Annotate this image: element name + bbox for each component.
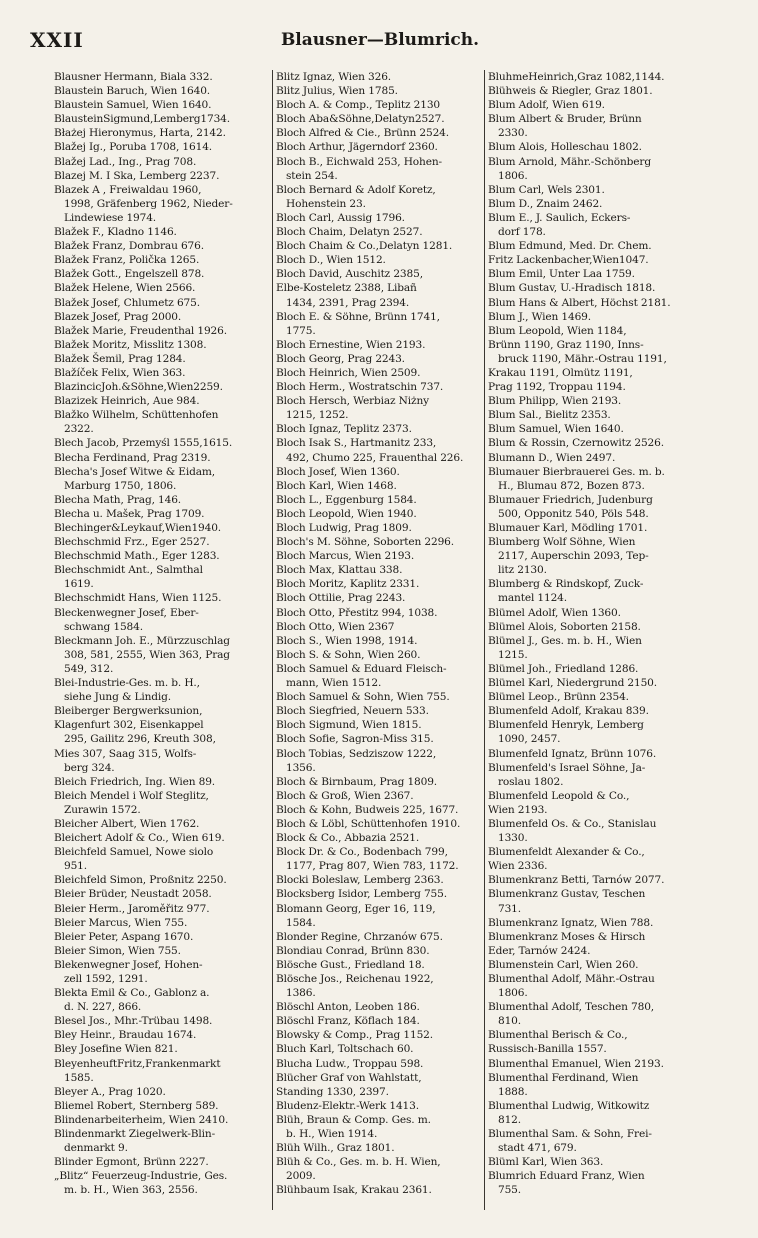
directory-entry: 1434, 2391, Prag 2394. [286, 296, 410, 309]
directory-entry: Bleier Peter, Aspang 1670. [54, 930, 194, 943]
directory-entry: Blech Jacob, Przemyśl 1555,1615. [54, 437, 233, 450]
directory-entry: Elbe-Kosteletz 2388, Libañ [276, 282, 417, 295]
directory-entry: Bloch Moritz, Kaplitz 2331. [276, 578, 420, 591]
directory-entry: Blažíček Felix, Wien 363. [54, 366, 186, 379]
directory-entry: Blažej Ig., Poruba 1708, 1614. [54, 141, 213, 154]
directory-entry: Brünn 1190, Graz 1190, Inns- [488, 338, 644, 351]
directory-entry: 1177, Prag 807, Wien 783, 1172. [286, 860, 459, 873]
directory-entry: Blažek Šemil, Prag 1284. [54, 352, 186, 365]
directory-entry: Blüh & Co., Ges. m. b. H. Wien, [276, 1156, 441, 1169]
directory-entry: 1386. [286, 987, 316, 1000]
directory-entry: Bliemel Robert, Sternberg 589. [54, 1099, 219, 1112]
directory-entry: Bloch Karl, Wien 1468. [276, 479, 397, 492]
directory-entry: 810. [498, 1015, 521, 1028]
directory-entry: Blümel Alois, Soborten 2158. [488, 620, 641, 633]
directory-entry: Błażej Hieronymus, Harta, 2142. [54, 127, 226, 140]
directory-entry: Blondiau Conrad, Brünn 830. [276, 944, 430, 957]
directory-entry: Blumenthal Emanuel, Wien 2193. [488, 1057, 664, 1070]
directory-entry: Bloch A. & Comp., Teplitz 2130 [276, 99, 441, 112]
directory-entry: 1215. [498, 648, 528, 661]
directory-entry: Bloch Carl, Aussig 1796. [276, 211, 405, 224]
directory-entry: Bley Heinr., Braudau 1674. [54, 1029, 197, 1042]
directory-entry: Bloch's M. Söhne, Soborten 2296. [276, 536, 454, 549]
directory-entry: 2322. [64, 423, 94, 436]
directory-entry: Blocki Boleslaw, Lemberg 2363. [276, 874, 444, 887]
directory-entry: Blüh Wilh., Graz 1801. [276, 1142, 395, 1155]
directory-entry: 1584. [286, 916, 316, 929]
directory-entry: Bloch Georg, Prag 2243. [276, 352, 405, 365]
directory-entry: Blei-Industrie-Ges. m. b. H., [54, 677, 200, 690]
directory-entry: Klagenfurt 302, Eisenkappel [54, 719, 204, 732]
directory-entry: 2117, Auperschin 2093, Tep- [498, 550, 649, 563]
directory-entry: Blocksberg Isidor, Lemberg 755. [276, 888, 447, 901]
directory-entry: Block & Co., Abbazia 2521. [276, 832, 420, 845]
directory-entry: Blažek Franz, Dombrau 676. [54, 240, 204, 253]
column-3 [488, 70, 740, 1220]
directory-entry: Bloch S. & Sohn, Wien 260. [276, 648, 421, 661]
directory-entry: 731. [498, 902, 521, 915]
column-divider [272, 70, 273, 1210]
directory-entry: Bludenz-Elektr.-Werk 1413. [276, 1099, 419, 1112]
directory-entry: Blonder Regine, Chrzanów 675. [276, 930, 443, 943]
directory-entry: 2009. [286, 1170, 316, 1183]
directory-entry: 295, Gailitz 296, Kreuth 308, [64, 733, 216, 746]
directory-entry: Blum Samuel, Wien 1640. [488, 423, 624, 436]
directory-entry: Bloch Max, Klattau 338. [276, 564, 403, 577]
directory-entry: Bleckenwegner Josef, Eber- [54, 606, 199, 619]
directory-entry: Wien 2336. [488, 860, 548, 873]
directory-entry: 1998, Gräfenberg 1962, Nieder- [64, 197, 233, 210]
directory-entry: 1090, 2457. [498, 733, 561, 746]
directory-entry: Bloch David, Auschitz 2385, [276, 268, 423, 281]
directory-entry: Blumrich Eduard Franz, Wien [488, 1170, 645, 1183]
directory-entry: Blausner Hermann, Biala 332. [54, 71, 213, 83]
directory-entry: Blaustein Samuel, Wien 1640. [54, 99, 212, 112]
directory-entry: Block Dr. & Co., Bodenbach 799, [276, 846, 448, 859]
directory-entry: Bloch Ernestine, Wien 2193. [276, 338, 426, 351]
column-2 [276, 70, 482, 1220]
directory-columns [54, 70, 740, 1220]
directory-entry: Bluch Karl, Toltschach 60. [276, 1043, 414, 1056]
directory-entry: Blumenkranz Ignatz, Wien 788. [488, 916, 654, 929]
directory-entry: Blum Carl, Wels 2301. [488, 183, 605, 196]
directory-entry: Bleichert Adolf & Co., Wien 619. [54, 832, 225, 845]
column-1 [54, 70, 270, 1220]
directory-entry: Blažek Gott., Engelszell 878. [54, 268, 205, 281]
directory-entry: Standing 1330, 2397. [276, 1085, 389, 1098]
directory-entry: Blucha Ludw., Troppau 598. [276, 1057, 424, 1070]
directory-entry: Blum Edmund, Med. Dr. Chem. [488, 240, 652, 253]
directory-entry: 951. [64, 860, 87, 873]
directory-entry: 1330. [498, 832, 528, 845]
directory-entry: Bloch Herm., Wostratschin 737. [276, 381, 444, 394]
directory-entry: Blumenfeld Adolf, Krakau 839. [488, 705, 649, 718]
directory-entry: Blažek F., Kladno 1146. [54, 226, 177, 239]
directory-entry: Bloch Siegfried, Neuern 533. [276, 705, 429, 718]
directory-entry: Hohenstein 23. [286, 197, 366, 210]
directory-entry: Blümel J., Ges. m. b. H., Wien [488, 634, 642, 647]
directory-entry: Bloch Otto, Wien 2367 [276, 620, 395, 633]
directory-entry: Bloch Chaim & Co.,Delatyn 1281. [276, 240, 453, 253]
directory-entry: Bloch E. & Söhne, Brünn 1741, [276, 310, 440, 323]
directory-entry: BluhmeHeinrich,Graz 1082,1144. [488, 71, 665, 83]
directory-entry: Bloch & Kohn, Budweis 225, 1677. [276, 803, 459, 816]
directory-entry: Mies 307, Saag 315, Wolfs- [54, 747, 197, 760]
directory-entry: mantel 1124. [498, 592, 567, 605]
directory-entry: Blindenarbeiterheim, Wien 2410. [54, 1113, 229, 1126]
directory-entry: Bleichfeld Samuel, Nowe siolo [54, 846, 214, 859]
directory-entry: Blažek Franz, Polička 1265. [54, 254, 200, 267]
directory-entry: Bloch Tobias, Sedziszow 1222, [276, 747, 437, 760]
directory-entry: Bloch Hersch, Werbiaz Niżny [276, 395, 429, 408]
directory-entry: Bloch Sofie, Sagron-Miss 315. [276, 733, 434, 746]
directory-entry: Blumauer Bierbrauerei Ges. m. b. [488, 465, 665, 478]
directory-entry: Blumauer Friedrich, Judenburg [488, 493, 653, 506]
directory-entry: Blekenwegner Josef, Hohen- [54, 958, 203, 971]
directory-entry: Blumenthal Ferdinand, Wien [488, 1071, 639, 1084]
directory-entry: Blažko Wilhelm, Schüttenhofen [54, 409, 219, 422]
directory-entry: Blöschl Franz, Köflach 184. [276, 1015, 420, 1028]
directory-entry: 308, 581, 2555, Wien 363, Prag [64, 648, 230, 661]
directory-entry: Blažek Marie, Freudenthal 1926. [54, 324, 227, 337]
directory-entry: 755. [498, 1184, 521, 1197]
directory-entry: Blumenfeldt Alexander & Co., [488, 846, 645, 859]
directory-entry: Bloch Marcus, Wien 2193. [276, 550, 415, 563]
directory-entry: BleyenheuftFritz,Frankenmarkt [54, 1057, 221, 1070]
running-head: Blausner—Blumrich. [280, 30, 480, 50]
directory-entry: Blindenmarkt Ziegelwerk-Blin- [54, 1128, 216, 1141]
directory-entry: Blecha Math, Prag, 146. [54, 493, 182, 506]
directory-entry: Bloch Ludwig, Prag 1809. [276, 522, 412, 534]
directory-entry: Blazizek Heinrich, Aue 984. [54, 395, 200, 408]
directory-entry: Blum Gustav, U.-Hradisch 1818. [488, 282, 656, 295]
directory-entry: Blumberg & Rindskopf, Zuck- [488, 578, 644, 591]
directory-entry: Blumauer Karl, Mödling 1701. [488, 522, 648, 534]
directory-entry: roslau 1802. [498, 775, 564, 788]
directory-entry: Blekta Emil & Co., Gablonz a. [54, 987, 210, 1000]
directory-entry: Blechschmid Frz., Eger 2527. [54, 536, 210, 549]
directory-entry: Blum J., Wien 1469. [488, 310, 591, 323]
directory-entry: Blösche Gust., Friedland 18. [276, 958, 425, 971]
directory-entry: Bleich Friedrich, Ing. Wien 89. [54, 775, 216, 788]
directory-entry: Blumenfeld's Israel Söhne, Ja- [488, 761, 646, 774]
directory-entry: Blumenfeld Henryk, Lemberg [488, 719, 644, 732]
directory-entry: Blum D., Znaim 2462. [488, 197, 603, 210]
directory-entry: Bloch Isak S., Hartmanitz 233, [276, 437, 437, 450]
directory-entry: schwang 1584. [64, 620, 143, 633]
directory-entry: 1619. [64, 578, 94, 591]
page-number: XXII [30, 28, 84, 52]
directory-entry: 1806. [498, 987, 528, 1000]
directory-entry: Blechschmidt Ant., Salmthal [54, 564, 203, 577]
directory-entry: Blösche Jos., Reichenau 1922, [276, 973, 434, 985]
directory-entry: zell 1592, 1291. [64, 973, 148, 985]
directory-entry: H., Blumau 872, Bozen 873. [498, 479, 645, 492]
directory-entry: Lindewiese 1974. [64, 211, 157, 224]
directory-entry: 1806. [498, 169, 528, 182]
directory-entry: Bloch Leopold, Wien 1940. [276, 507, 417, 520]
directory-entry: BlausteinSigmund,Lemberg1734. [54, 113, 230, 126]
directory-entry: Wien 2193. [488, 803, 548, 816]
directory-entry: Bloch & Groß, Wien 2367. [276, 789, 414, 802]
directory-entry: Bloch Aba&Söhne,Delatyn2527. [276, 113, 445, 126]
directory-entry: Bloch Samuel & Sohn, Wien 755. [276, 691, 450, 704]
directory-entry: Blum Emil, Unter Laa 1759. [488, 268, 635, 281]
directory-entry: Prag 1192, Troppau 1194. [488, 381, 626, 394]
directory-entry: Blumenfeld Os. & Co., Stanislau [488, 817, 657, 830]
directory-entry: Bley Josefine Wien 821. [54, 1043, 178, 1056]
directory-entry: Blechinger&Leykauf,Wien1940. [54, 522, 222, 534]
directory-entry: Blowsky & Comp., Prag 1152. [276, 1029, 433, 1042]
directory-entry: Blum Leopold, Wien 1184, [488, 324, 627, 337]
directory-entry: d. N. 227, 866. [64, 1001, 142, 1014]
directory-entry: Blüml Karl, Wien 363. [488, 1156, 604, 1169]
directory-entry: „Blitz“ Feuerzeug-Industrie, Ges. [54, 1170, 228, 1183]
directory-entry: Blumenthal Adolf, Mähr.-Ostrau [488, 973, 655, 985]
directory-entry: Blazek A , Freiwaldau 1960, [54, 183, 202, 196]
directory-entry: Bleier Simon, Wien 755. [54, 944, 181, 957]
directory-entry: Blecha u. Mašek, Prag 1709. [54, 507, 205, 520]
directory-entry: Blum Alois, Holleschau 1802. [488, 141, 642, 154]
directory-entry: Blum Arnold, Mähr.-Schönberg [488, 155, 651, 168]
directory-entry: Blöschl Anton, Leoben 186. [276, 1001, 420, 1014]
directory-entry: Blum E., J. Saulich, Eckers- [488, 211, 631, 224]
directory-entry: Blinder Egmont, Brünn 2227. [54, 1156, 209, 1169]
directory-entry: Blitz Julius, Wien 1785. [276, 85, 398, 98]
directory-entry: Blumenfeld Leopold & Co., [488, 789, 630, 802]
directory-entry: Bloch & Birnbaum, Prag 1809. [276, 775, 438, 788]
directory-entry: Bloch Ignaz, Teplitz 2373. [276, 423, 412, 436]
directory-entry: Blumenstein Carl, Wien 260. [488, 958, 639, 971]
directory-entry: BlazincicJoh.&Söhne,Wien2259. [54, 381, 223, 394]
directory-entry: Bloch Bernard & Adolf Koretz, [276, 183, 436, 196]
directory-entry: Bleier Marcus, Wien 755. [54, 916, 188, 929]
directory-entry: Blumann D., Wien 2497. [488, 451, 616, 464]
directory-entry: 500, Opponitz 540, Pöls 548. [498, 507, 649, 520]
directory-entry: Blažek Josef, Chlumetz 675. [54, 296, 200, 309]
directory-entry: Blechschmid Math., Eger 1283. [54, 550, 220, 563]
directory-entry: 1775. [286, 324, 316, 337]
directory-entry: stein 254. [286, 169, 338, 182]
directory-entry: Blechschmidt Hans, Wien 1125. [54, 592, 222, 605]
directory-entry: 2330. [498, 127, 528, 140]
directory-entry: Blazek Josef, Prag 2000. [54, 310, 182, 323]
directory-entry: Blumenfeld Ignatz, Brünn 1076. [488, 747, 657, 760]
directory-entry: Blumenkranz Gustav, Teschen [488, 888, 646, 901]
directory-entry: denmarkt 9. [64, 1142, 128, 1155]
directory-entry: berg 324. [64, 761, 115, 774]
directory-entry: Bloch Sigmund, Wien 1815. [276, 719, 422, 732]
directory-entry: Blumberg Wolf Söhne, Wien [488, 536, 636, 549]
directory-entry: Bleichfeld Simon, Proßnitz 2250. [54, 874, 227, 887]
directory-entry: Bloch & Löbl, Schüttenhofen 1910. [276, 817, 461, 830]
directory-entry: Russisch-Banilla 1557. [488, 1043, 607, 1056]
directory-entry: Blumenthal Berisch & Co., [488, 1029, 628, 1042]
directory-entry: 492, Chumo 225, Frauenthal 226. [286, 451, 464, 464]
directory-entry: siehe Jung & Lindig. [64, 691, 171, 704]
column-divider [484, 70, 485, 1210]
directory-entry: Bloch Heinrich, Wien 2509. [276, 366, 421, 379]
directory-entry: Blümel Leop., Brünn 2354. [488, 691, 629, 704]
directory-entry: 812. [498, 1113, 521, 1126]
directory-entry: bruck 1190, Mähr.-Ostrau 1191, [498, 352, 667, 365]
directory-entry: stadt 471, 679. [498, 1142, 577, 1155]
directory-entry: Blum Adolf, Wien 619. [488, 99, 605, 112]
directory-entry: 549, 312. [64, 662, 114, 675]
directory-entry: Krakau 1191, Olmütz 1191, [488, 366, 633, 379]
directory-entry: 1215, 1252. [286, 409, 349, 422]
directory-entry: Blažek Moritz, Misslitz 1308. [54, 338, 207, 351]
directory-entry: Bloch Alfred & Cie., Brünn 2524. [276, 127, 449, 140]
directory-entry: Blecha's Josef Witwe & Eidam, [54, 465, 215, 478]
directory-entry: Blümel Joh., Friedland 1286. [488, 662, 639, 675]
directory-entry: Blumenthal Sam. & Sohn, Frei- [488, 1128, 652, 1141]
directory-entry: 1585. [64, 1071, 94, 1084]
directory-entry: Bloch L., Eggenburg 1584. [276, 493, 417, 506]
directory-entry: 1356. [286, 761, 316, 774]
directory-entry: Blum Hans & Albert, Höchst 2181. [488, 296, 671, 309]
directory-entry: Bleich Mendel i Wolf Steglitz, [54, 789, 209, 802]
directory-entry: Blesel Jos., Mhr.-Trübau 1498. [54, 1015, 213, 1028]
directory-entry: Blum Philipp, Wien 2193. [488, 395, 622, 408]
directory-entry: Bleicher Albert, Wien 1762. [54, 817, 200, 830]
directory-entry: Blomann Georg, Eger 16, 119, [276, 902, 436, 915]
directory-entry: 1888. [498, 1085, 528, 1098]
directory-entry: litz 2130. [498, 564, 547, 577]
page-header [30, 26, 730, 60]
directory-entry: Blühbaum Isak, Krakau 2361. [276, 1184, 432, 1197]
directory-entry: Blümel Adolf, Wien 1360. [488, 606, 621, 619]
directory-entry: Bloch B., Eichwald 253, Hohen- [276, 155, 442, 168]
directory-entry: Eder, Tarnów 2424. [488, 944, 591, 957]
directory-entry: Blumenthal Ludwig, Witkowitz [488, 1099, 650, 1112]
directory-entry: Blücher Graf von Wahlstatt, [276, 1071, 422, 1084]
directory-entry: Bleier Brüder, Neustadt 2058. [54, 888, 212, 901]
directory-entry: Blum & Rossin, Czernowitz 2526. [488, 437, 664, 450]
directory-entry: Bleier Herm., Jaroměřitz 977. [54, 902, 210, 915]
directory-entry: Bloch Samuel & Eduard Fleisch- [276, 662, 447, 675]
directory-entry: Blum Sal., Bielitz 2353. [488, 409, 611, 422]
directory-entry: dorf 178. [498, 226, 546, 239]
directory-entry: Blühweis & Riegler, Graz 1801. [488, 85, 653, 98]
directory-entry: Bloch S., Wien 1998, 1914. [276, 634, 418, 647]
directory-entry: Blüh, Braun & Comp. Ges. m. [276, 1113, 431, 1126]
directory-entry: Bleckmann Joh. E., Mürzzuschlag [54, 634, 230, 647]
directory-entry: Bloch D., Wien 1512. [276, 254, 386, 267]
directory-entry: Blümel Karl, Niedergrund 2150. [488, 677, 657, 690]
directory-entry: Blažej Lad., Ing., Prag 708. [54, 155, 197, 168]
directory-entry: Blumenthal Adolf, Teschen 780, [488, 1001, 655, 1014]
directory-entry: Bloch Josef, Wien 1360. [276, 465, 400, 478]
directory-entry: Blecha Ferdinand, Prag 2319. [54, 451, 211, 464]
directory-entry: Blažek Helene, Wien 2566. [54, 282, 196, 295]
directory-entry: b. H., Wien 1914. [286, 1128, 378, 1141]
directory-entry: Blazej M. I Ska, Lemberg 2237. [54, 169, 220, 182]
directory-entry: Bloch Arthur, Jägerndorf 2360. [276, 141, 438, 154]
directory-entry: Blitz Ignaz, Wien 326. [276, 71, 392, 83]
directory-entry: Marburg 1750, 1806. [64, 479, 177, 492]
directory-entry: Blumenkranz Betti, Tarnów 2077. [488, 874, 665, 887]
directory-entry: Bleyer A., Prag 1020. [54, 1085, 166, 1098]
directory-entry: Bloch Otto, Přestitz 994, 1038. [276, 606, 438, 619]
directory-entry: Blumenkranz Moses & Hirsch [488, 930, 646, 943]
directory-entry: Blaustein Baruch, Wien 1640. [54, 85, 211, 98]
directory-entry: Fritz Lackenbacher,Wien1047. [488, 254, 649, 267]
directory-entry: Blum Albert & Bruder, Brünn [488, 113, 642, 126]
directory-entry: m. b. H., Wien 363, 2556. [64, 1184, 198, 1197]
directory-entry: Bloch Chaim, Delatyn 2527. [276, 226, 423, 239]
directory-entry: Bloch Ottilie, Prag 2243. [276, 592, 406, 605]
directory-entry: Zurawin 1572. [64, 803, 141, 816]
directory-entry: mann, Wien 1512. [286, 677, 382, 690]
directory-entry: Bleiberger Bergwerksunion, [54, 705, 203, 718]
